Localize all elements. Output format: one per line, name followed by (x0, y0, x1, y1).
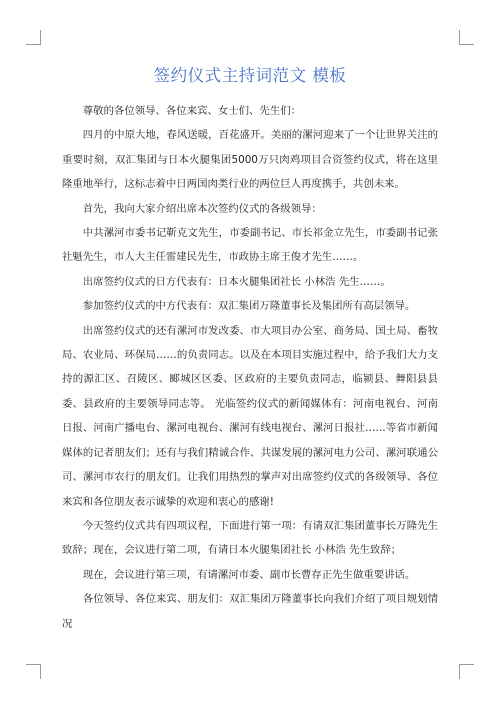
paragraph-other-attendees: 出席签约仪式的还有漯河市发改委、市大项目办公室、商务局、国土局、畜牧局、农业局、环保局……的负责同志。以及在本项目实施过程中，给予我们大力支持的源汇区、召陵区、郾城区区委、区政府的主要负责同志，临颍县、舞阳县县委、县政府的主要领导同志等。 光临签约仪式的新闻媒体有：河南电视台、河南日报、河南广播电台、漯河电视台、漯河有线电视台、漯河日报社……等省市新闻媒体的记者朋友们；还有与我们精诚合作、共谋发展的漯河电力公司、漯河联通公司、漯河市农行的朋友们。让我们用热烈的掌声对出席签约仪式的各级领导、各位来宾和各位朋友表示诚挚的欢迎和衷心的感谢! (62, 324, 438, 508)
crop-mark-bottom-left (26, 664, 40, 665)
crop-mark-bottom-right (459, 664, 460, 679)
crop-mark-bottom-right (460, 664, 474, 665)
paragraph-agenda-third: 现在，会议进行第三项，有请漯河市委、副市长曹存正先生做重要讲话。 (82, 568, 416, 581)
paragraph-intro-leaders: 首先，我向大家介绍出席本次签约仪式的各级领导： (82, 202, 322, 215)
crop-mark-bottom-left (40, 664, 41, 679)
paragraph-opening: 四月的中原大地，春风送暖，百花盛开。美丽的漯河迎来了一个让世界关注的重要时刻，双汇集团与日本火腿集团5000万只肉鸡项目合资签约仪式，将在这里隆重地举行，这标志着中日两国肉类行业的两位巨人再度携手，共创未来。 (62, 129, 438, 191)
crop-mark-top-right (460, 44, 474, 45)
crop-mark-top-left (40, 30, 41, 45)
paragraph-china-delegates: 参加签约仪式的中方代表有：双汇集团万隆董事长及集团所有高层领导。 (82, 300, 416, 313)
paragraph-local-leaders: 中共漯河市委书记靳克文先生，市委副书记、市长祁金立先生，市委副书记张社魁先生，市人大主任雷建民先生，市政协主席王俊才先生……。 (62, 227, 438, 264)
crop-mark-top-left (26, 44, 40, 45)
paragraph-closing: 各位领导、各位来宾、朋友们：双汇集团万隆董事长向我们介绍了项目规划情况 (62, 593, 438, 630)
paragraph-greeting: 尊敬的各位领导、各位来宾、女士们、先生们： (82, 105, 301, 117)
document-body (62, 99, 438, 636)
paragraph-japan-delegates: 出席签约仪式的日方代表有：日本火腿集团社长 小林浩 先生……。 (82, 275, 391, 288)
document-title: 签约仪式主持词范文 模板 (153, 66, 347, 85)
paragraph-agenda: 今天签约仪式共有四项议程，下面进行第一项：有请双汇集团董事长万隆先生致辞；现在，会议进行第二项，有请日本火腿集团社长 小林浩 先生致辞； (62, 519, 438, 557)
crop-mark-top-right (459, 30, 460, 45)
